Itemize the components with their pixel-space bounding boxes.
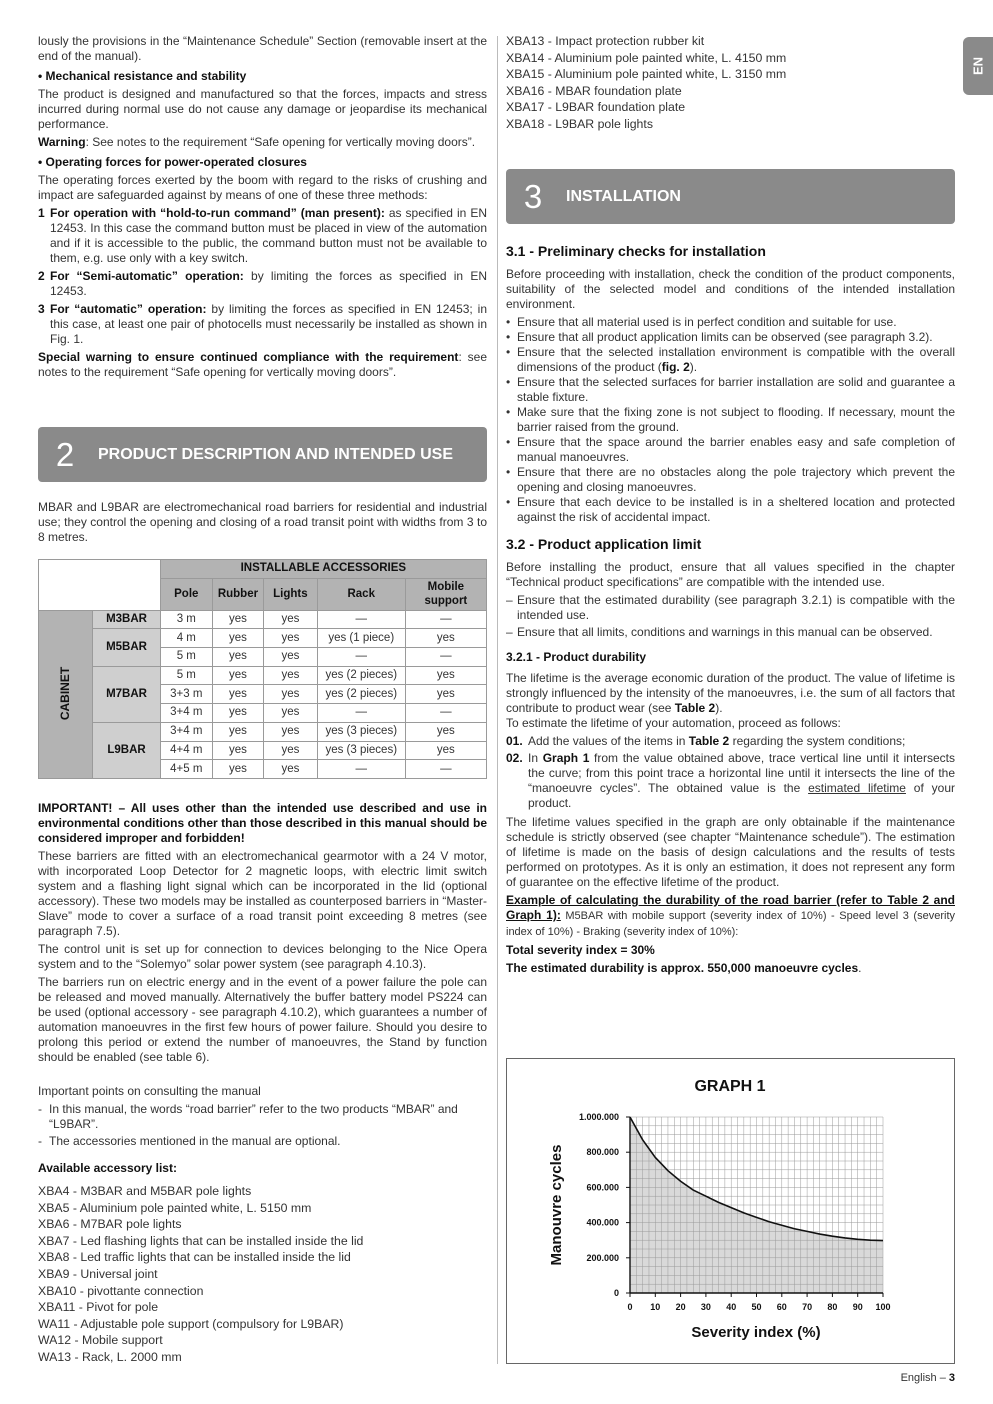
preliminary-text: Before proceeding with installation, check the condition of the product components, suitability of the selected model and conditions of the intended installation environment. — [506, 267, 955, 311]
list-item: XBA8 - Led traffic lights that can be installed inside the lid — [38, 1250, 351, 1265]
graph-box — [506, 1058, 955, 1364]
total-severity: Total severity index = 30% — [506, 943, 655, 957]
y-tick-label: 0 — [613, 1288, 619, 1298]
table-cell: yes — [405, 666, 486, 685]
col-header: Rubber — [212, 578, 263, 610]
x-tick-label: 100 — [875, 1302, 891, 1312]
list-item: WA12 - Mobile support — [38, 1333, 163, 1348]
method-item: 1 For operation with “hold-to-run command” (man present): as specified in EN 12453. In this case the command button must be placed in view of the automation and if it is accessible to the public, the command button must not be available to them, e.g. use only with a key switch. — [38, 206, 487, 265]
heading-3-1: 3.1 - Preliminary checks for installation — [506, 243, 766, 259]
table-cell: 3+4 m — [160, 722, 212, 741]
section-title: PRODUCT DESCRIPTION AND INTENDED USE — [98, 446, 453, 463]
table-cell: — — [317, 648, 405, 667]
table-cell: 5 m — [160, 666, 212, 685]
x-tick-label: 0 — [627, 1302, 633, 1312]
x-axis-label: Severity index (%) — [691, 1324, 821, 1341]
table-cell: 4+4 m — [160, 741, 212, 760]
list-item: XBA15 - Aluminium pole painted white, L. 3150 mm — [506, 67, 787, 82]
chart-title: GRAPH 1 — [694, 1078, 766, 1095]
list-item: XBA11 - Pivot for pole — [38, 1300, 159, 1315]
model-cell: M3BAR — [93, 610, 160, 629]
y-tick-label: 1.000.000 — [578, 1112, 619, 1122]
y-tick-label: 400.000 — [586, 1217, 619, 1228]
list-item: - In this manual, the words “road barrier” refer to the two products “MBAR” and “L9BAR”. — [38, 1102, 458, 1131]
list-item: • Ensure that there are no obstacles along the pole trajectory which prevent the opening and closing manoeuvres. — [506, 465, 955, 494]
estimate-text: To estimate the lifetime of your automation, proceed as follows: — [506, 716, 841, 730]
list-item: XBA13 - Impact protection rubber kit — [506, 34, 705, 48]
limit-text: Before installing the product, ensure that all values specified in the chapter “Technical product specifications” are compatible with the intended use. — [506, 560, 955, 589]
list-item: XBA14 - Aluminium pole painted white, L. 4150 mm — [506, 50, 787, 65]
table-cell: 3+3 m — [160, 685, 212, 704]
heading-3-2-1: 3.2.1 - Product durability — [506, 650, 647, 664]
accessory-list — [38, 1184, 487, 1365]
table-cell: yes — [405, 722, 486, 741]
left-column-bottom — [38, 801, 487, 1367]
table-cell: — — [317, 760, 405, 779]
table-cell: — — [405, 704, 486, 723]
barriers-text: These barriers are fitted with an electromechanical gearmotor with a 24 V motor, with incorporated Loop Detector for 2 magnetic loops, with electric limit switch system and a flashing light signal which can be incorporated in the lid (optional accessory). These two models may be installed as counterposed barriers in “Master-Slave” mode to cover a surface of a road transit point exceeding 8 metres (see paragraph 7.5). — [38, 849, 487, 938]
table-cell: yes (2 pieces) — [317, 685, 405, 704]
col-header: Pole — [160, 578, 212, 610]
model-cell: M5BAR — [93, 629, 160, 666]
list-item: • Ensure that all product application limits can be observed (see paragraph 3.2). — [506, 330, 933, 344]
list-item: XBA10 - pivottante connection — [38, 1283, 204, 1298]
section-3-header — [506, 169, 955, 224]
list-item: XBA16 - MBAR foundation plate — [506, 83, 682, 98]
list-item: XBA7 - Led flashing lights that can be installed inside the lid — [38, 1233, 364, 1248]
column-divider — [497, 36, 498, 1364]
table-cell: yes — [212, 685, 263, 704]
list-item: • Ensure that the space around the barrier enables easy and safe completion of manual manoeuvres. — [506, 435, 955, 464]
model-cell: L9BAR — [93, 722, 160, 778]
example-text: Example of calculating the durability of the road barrier (refer to Table 2 and Graph 1): M5BAR with mobile support (severity index of 10%) - Speed level 3 (severity index of 10%) - Braking (severity index of 10%): — [506, 893, 955, 938]
list-item: - The accessories mentioned in the manual are optional. — [38, 1134, 341, 1148]
x-tick-label: 40 — [726, 1302, 737, 1312]
x-tick-label: 60 — [776, 1302, 787, 1312]
section-2-header — [38, 427, 487, 482]
table-cell: — — [405, 760, 486, 779]
values-text: The lifetime values specified in the graph are only obtainable if the maintenance schedule is strictly observed (see chapter “Maintenance schedule”). The estimation of lifetime is made on the basis of design calculations and the results of tests performed on prototypes. As it is only an estimation, it does not represent any form of guarantee on the effective lifetime of the product. — [506, 815, 955, 889]
list-item: 02. In Graph 1 from the value obtained above, trace vertical line until it intersects the curve; from this point trace a horizontal line until it intersects the line of the “manoeuvre cycles”. The obtained value is the estimated lifetime of your product. — [506, 751, 955, 810]
table-cell: yes — [212, 704, 263, 723]
x-tick-label: 70 — [802, 1302, 813, 1312]
language-tab — [963, 37, 993, 95]
table-cell: yes — [264, 666, 318, 685]
points-list — [38, 1102, 487, 1149]
table-cell: yes — [212, 741, 263, 760]
table-cell: 5 m — [160, 648, 212, 667]
table-cell: yes — [212, 610, 263, 629]
col-header: Rack — [317, 578, 405, 610]
col-header: Mobile support — [405, 578, 486, 610]
table-cell: yes — [264, 648, 318, 667]
list-item: XBA9 - Universal joint — [38, 1266, 158, 1281]
x-tick-label: 50 — [751, 1302, 762, 1312]
table-cell: yes — [264, 610, 318, 629]
method-item: 3 For “automatic” operation: by limiting the forces as specified in EN 12453; in this case, at least one pair of photocells must necessarily be installed as shown in Fig. 1. — [38, 302, 487, 346]
accessories-table — [38, 559, 487, 779]
list-item: WA13 - Rack, L. 2000 mm — [38, 1349, 182, 1364]
footer-text: English – — [900, 1372, 949, 1384]
table-cell: yes — [212, 722, 263, 741]
table-cell: yes — [405, 629, 486, 648]
table-corner — [39, 560, 161, 611]
table-cell: 3+4 m — [160, 704, 212, 723]
steps-list — [506, 734, 955, 811]
list-item: XBA17 - L9BAR foundation plate — [506, 100, 686, 115]
checks-list — [506, 315, 955, 525]
warning-text: : See notes to the requirement “Safe opening for vertically moving doors”. — [85, 135, 476, 149]
accessory-list-heading: Available accessory list: — [38, 1161, 177, 1175]
table-cell: yes — [212, 629, 263, 648]
list-item: – Ensure that the estimated durability (see paragraph 3.2.1) is compatible with the intended use. — [506, 593, 955, 622]
table-cell: yes — [212, 648, 263, 667]
table-cell: yes — [264, 741, 318, 760]
energy-text: The barriers run on electric energy and in the event of a power failure the pole can be released and moved manually. Alternatively the buffer battery model PS224 can be used (optional accessory - see paragraph 4.10.2), which guarantees a number of automation manoeuvres in the first few hours of power failure. Should you desire to prolong this period or extend the number of manoeuvres, the Stand by function should be enabled (see table 6). — [38, 975, 487, 1064]
x-tick-label: 30 — [700, 1302, 711, 1312]
col-header: Lights — [264, 578, 318, 610]
left-column-lower — [38, 500, 487, 548]
list-item: • Ensure that all material used is in perfect condition and suitable for use. — [506, 315, 897, 329]
product-description: MBAR and L9BAR are electromechanical road barriers for residential and industrial use; they control the opening and closing of a road transit point with widths from 3 to 8 metres. — [38, 500, 487, 544]
x-tick-label: 20 — [675, 1302, 686, 1312]
left-column — [38, 34, 487, 383]
heading-3-2: 3.2 - Product application limit — [506, 536, 702, 552]
table-cell: yes (3 pieces) — [317, 722, 405, 741]
table-cell: yes — [264, 760, 318, 779]
table-cell: yes — [264, 685, 318, 704]
mech-heading: • Mechanical resistance and stability — [38, 69, 247, 83]
y-tick-label: 800.000 — [586, 1147, 619, 1158]
model-cell: M7BAR — [93, 666, 160, 722]
x-tick-label: 10 — [650, 1302, 661, 1312]
table-cell: — — [317, 610, 405, 629]
accessories-table-wrap — [38, 559, 487, 779]
list-item: – Ensure that all limits, conditions and warnings in this manual can be observed. — [506, 625, 933, 639]
list-item: XBA18 - L9BAR pole lights — [506, 116, 653, 131]
methods-list — [38, 206, 487, 347]
table-cell: yes — [212, 760, 263, 779]
control-text: The control unit is set up for connection to devices belonging to the Nice Opera system and to the “Solemyo” solar power system (see paragraph 4.10.3). — [38, 942, 487, 971]
table-cell: — — [317, 704, 405, 723]
x-tick-label: 90 — [852, 1302, 863, 1312]
table-cell: 3 m — [160, 610, 212, 629]
list-item: XBA5 - Aluminium pole painted white, L. 5150 mm — [38, 1200, 312, 1215]
list-item: • Ensure that the selected surfaces for barrier installation are solid and guarantee a stable fixture. — [506, 375, 955, 404]
intro-text: lously the provisions in the “Maintenance Schedule” Section (removable insert at the end of the manual). — [38, 34, 487, 63]
estimated-durability: The estimated durability is approx. 550,000 manoeuvre cycles. — [506, 961, 862, 975]
table-cell: yes (2 pieces) — [317, 666, 405, 685]
forces-heading: • Operating forces for power-operated closures — [38, 155, 307, 169]
table-cell: yes — [264, 722, 318, 741]
table-cell: yes — [405, 685, 486, 704]
important-warning: IMPORTANT! – All uses other than the intended use described and use in environmental conditions other than those described in this manual should be considered improper and forbidden! — [38, 801, 487, 845]
list-item: • Ensure that the selected installation environment is compatible with the overall dimensions of the product (fig. 2). — [506, 345, 955, 374]
table-cell: yes (1 piece) — [317, 629, 405, 648]
durability-chart — [507, 1059, 954, 1363]
section-number: 2 — [55, 436, 75, 473]
list-item: XBA6 - M7BAR pole lights — [38, 1217, 182, 1232]
section-number: 3 — [523, 178, 543, 215]
right-column-top — [506, 34, 955, 134]
forces-text: The operating forces exerted by the boom with regard to the risks of crushing and impact are safeguarded against by means of one of these three methods: — [38, 173, 487, 202]
warning-paragraph — [38, 135, 487, 150]
table-cell: — — [405, 610, 486, 629]
important-points: Important points on consulting the manual — [38, 1084, 261, 1098]
table-cell: yes — [405, 741, 486, 760]
method-item: 2 For “Semi-automatic” operation: by limiting the forces as specified in EN 12453. — [38, 269, 487, 298]
section-title: INSTALLATION — [566, 188, 681, 205]
y-tick-label: 600.000 — [586, 1182, 619, 1193]
list-item: • Ensure that each device to be installed is in a sheltered location and protected against the risk of accidental impact. — [506, 495, 955, 524]
warning-label: Warning — [38, 135, 86, 149]
list-item: WA11 - Adjustable pole support (compulsory for L9BAR) — [38, 1316, 344, 1331]
y-axis-label: Manouvre cycles — [548, 1144, 565, 1266]
page-number: 3 — [948, 1372, 955, 1384]
table-cell: yes (3 pieces) — [317, 741, 405, 760]
right-column — [506, 244, 955, 979]
table-cell: 4 m — [160, 629, 212, 648]
table-cell: 4+5 m — [160, 760, 212, 779]
x-tick-label: 80 — [827, 1302, 838, 1312]
table-cell: — — [405, 648, 486, 667]
list-item: 01. Add the values of the items in Table 2 regarding the system conditions; — [506, 734, 906, 748]
table-cell: yes — [264, 704, 318, 723]
limits-list — [506, 593, 955, 640]
page-footer — [901, 1371, 955, 1386]
table-cell: yes — [212, 666, 263, 685]
table-title: INSTALLABLE ACCESSORIES — [160, 560, 486, 579]
cabinet-label-cell: CABINET — [39, 610, 93, 778]
table-cell: yes — [264, 629, 318, 648]
language-label: EN — [970, 56, 986, 76]
y-tick-label: 200.000 — [586, 1252, 619, 1263]
lifetime-text: The lifetime is the average economic duration of the product. The value of lifetime is strongly influenced by the intensity of the manoeuvres, i.e. the sum of all factors that contribute to product wear (see Table 2). — [506, 671, 955, 715]
list-item: XBA4 - M3BAR and M5BAR pole lights — [38, 1184, 252, 1198]
special-warning: Special warning to ensure continued compliance with the requirement: see notes to the requirement “Safe opening for vertically moving doors”. — [38, 350, 487, 379]
mech-text: The product is designed and manufactured so that the forces, impacts and stress incurred during normal use do not cause any damage or jeopardise its mechanical performance. — [38, 87, 487, 131]
list-item: • Make sure that the fixing zone is not subject to flooding. If necessary, mount the barrier raised from the ground. — [506, 405, 955, 434]
